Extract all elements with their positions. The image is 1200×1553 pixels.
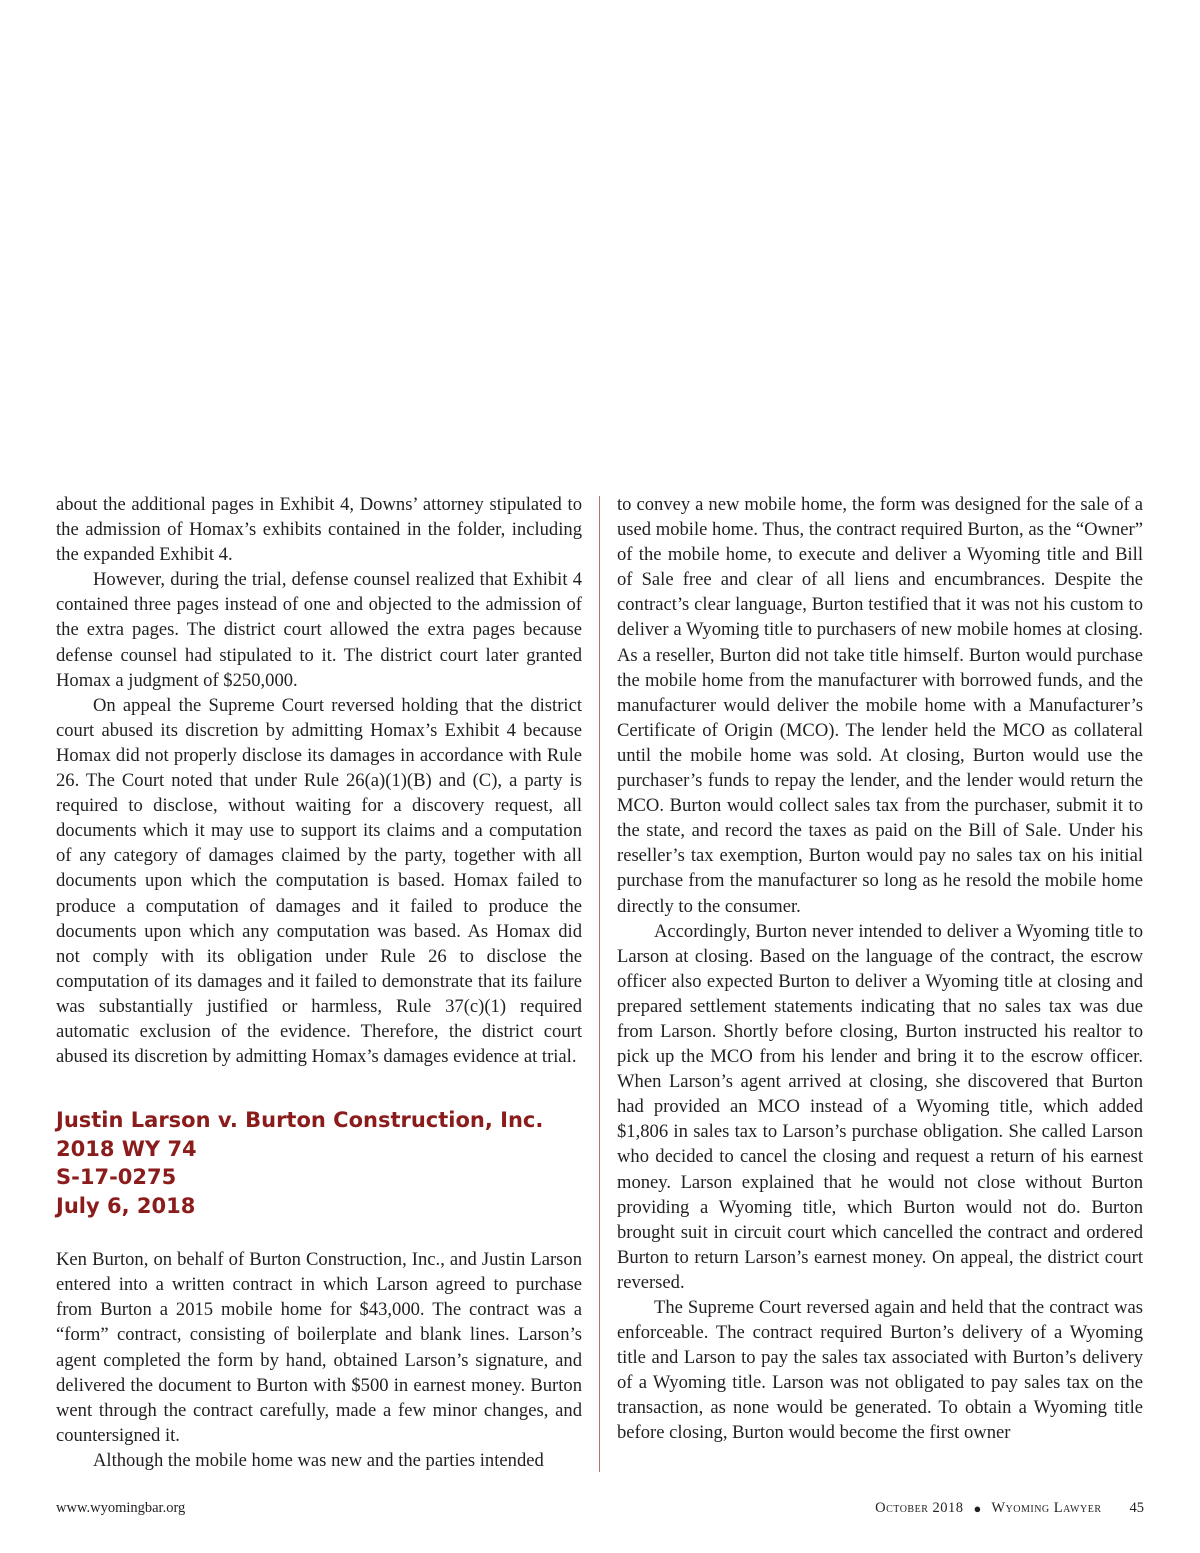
footer-website: www.wyomingbar.org	[56, 1500, 186, 1516]
body-paragraph: about the additional pages in Exhibit 4, Downs’ attorney stipulated to the admission of Homax’s exhibits contained in the folder, including the expanded Exhibit 4.	[56, 494, 582, 566]
footer-bullet: ●	[973, 1500, 982, 1516]
body-paragraph: Ken Burton, on behalf of Burton Construction, Inc., and Justin Larson entered into a written contract in which Larson agreed to purchase from Burton a 2015 mobile home for $43,000. The contract was a “form” contract, consisting of boilerplate and blank lines. Larson’s agent completed the form by hand, obtained Larson’s signature, and delivered the document to Burton with $500 in earnest money. Burton went through the contract carefully, made a few minor changes, and countersigned it.	[56, 1249, 582, 1446]
body-paragraph: However, during the trial, defense counsel realized that Exhibit 4 contained three pages instead of one and objected to the admission of the extra pages. The district court allowed the extra pages because defense counsel had stipulated to it. The district court later granted Homax a judgment of $250,000.	[56, 569, 582, 691]
case-date: July 6, 2018	[56, 1193, 196, 1218]
left-column	[56, 492, 582, 1473]
body-paragraph: Although the mobile home was new and the parties intended	[93, 1449, 544, 1471]
case-docket-number: S-17-0275	[56, 1165, 177, 1190]
page-number: 45	[1129, 1500, 1144, 1516]
body-paragraph: The Supreme Court reversed again and held that the contract was enforceable. The contract required Burton’s delivery of a Wyoming title and Larson to pay the sales tax associated with Burton’s delivery of a Wyoming title. Larson was not obligated to pay sales tax on the transaction, as none would be generated. To obtain a Wyoming title before closing, Burton would become the first owner	[617, 1297, 1143, 1444]
body-paragraph: to convey a new mobile home, the form was designed for the sale of a used mobile home. Thus, the contract required Burton, as the “Owner” of the mobile home, to execute and deliver a Wyoming title and Bill of Sale free and clear of all liens and encumbrances. Despite the contract’s clear language, Burton testified that it was not his custom to deliver a Wyoming title to purchasers of new mobile homes at closing. As a reseller, Burton did not take title himself. Burton would purchase the mobile home from the manufacturer with borrowed funds, and the manufacturer would deliver the mobile home with a Manufacturer’s Certificate of Origin (MCO). The lender held the MCO as collateral until the mobile home was sold. At closing, Burton would use the purchaser’s funds to repay the lender, and the lender would return the MCO. Burton would collect sales tax from the purchaser, submit it to the state, and record the taxes as paid on the Bill of Sale. Under his reseller’s tax exemption, Burton would pay no sales tax on his initial purchase from the manufacturer so long as he resold the mobile home directly to the consumer.	[617, 494, 1143, 917]
body-paragraph: On appeal the Supreme Court reversed holding that the district court abused its discretion by admitting Homax’s Exhibit 4 because Homax did not properly disclose its damages in accordance with Rule 26. The Court noted that under Rule 26(a)(1)(B) and (C), a party is required to disclose, without waiting for a discovery request, all documents which it may use to support its claims and a computation of any category of damages claimed by the party, together with all documents upon which the computation is based. Homax failed to produce a computation of damages and it failed to produce the documents upon which any computation was based. As Homax did not comply with its obligation under Rule 26 to disclose the computation of its damages and it failed to demonstrate that its failure was substantially justified or harmless, Rule 37(c)(1) required automatic exclusion of the evidence. Therefore, the district court abused its discretion by admitting Homax’s damages evidence at trial.	[56, 694, 582, 1068]
case-heading	[56, 1106, 582, 1220]
case-citation: 2018 WY 74	[56, 1136, 197, 1161]
column-divider	[599, 496, 600, 1472]
case-title: Justin Larson v. Burton Construction, Inc.	[56, 1108, 544, 1133]
right-column	[617, 492, 1143, 1446]
body-paragraph: Accordingly, Burton never intended to deliver a Wyoming title to Larson at closing. Based on the language of the contract, the escrow officer also expected Burton to deliver a Wyoming title at closing and prepared settlement statements indicating that no sales tax was due from Larson. Shortly before closing, Burton instructed his realtor to pick up the MCO from his lender and bring it to the escrow officer. When Larson’s agent arrived at closing, she discovered that Burton had provided an MCO instead of a Wyoming title, which added $1,806 in sales tax to Larson’s purchase obligation. She called Larson who decided to cancel the closing and request a return of his earnest money. Larson explained that he would not close without Burton providing a Wyoming title, which Burton would not do. Burton brought suit in circuit court which cancelled the contract and ordered Burton to return Larson’s earnest money. On appeal, the district court reversed.	[617, 920, 1143, 1293]
footer-publication: Wyoming Lawyer	[991, 1500, 1102, 1516]
footer-issue: October 2018	[875, 1500, 964, 1516]
footer-publication-info	[875, 1500, 1144, 1517]
